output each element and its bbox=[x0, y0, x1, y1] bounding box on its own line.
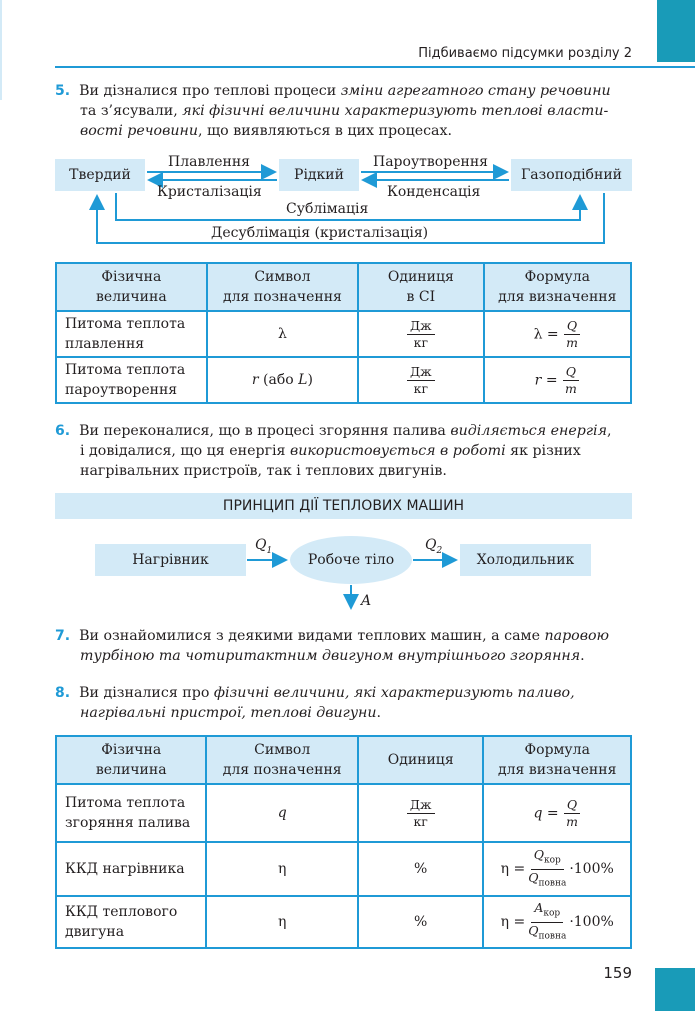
label-q2: $Q_2$ bbox=[425, 537, 443, 556]
item-number: 7. bbox=[55, 628, 71, 644]
table-row bbox=[56, 842, 631, 896]
item-number: 6. bbox=[55, 423, 71, 439]
state-gas-box: Газоподібний bbox=[511, 159, 632, 191]
table-fuel-efficiency bbox=[55, 735, 632, 949]
running-header: Підбиваємо підсумки розділу 2 bbox=[418, 46, 632, 61]
label-vaporization: Пароутворення bbox=[373, 154, 488, 170]
page-number: 159 bbox=[603, 964, 632, 982]
unit-cell: $\frac{Дж}{кг}$ bbox=[358, 311, 483, 357]
header-symbol: Символ для позначення bbox=[207, 263, 358, 311]
header-formula: Формула для визначення bbox=[483, 736, 631, 784]
table-row bbox=[56, 357, 631, 403]
unit-cell: % bbox=[358, 842, 484, 896]
table-row bbox=[56, 311, 631, 357]
header-quantity: Фізична величина bbox=[56, 263, 207, 311]
header-unit: Одиниця bbox=[358, 736, 484, 784]
unit-cell: $\frac{Дж}{кг}$ bbox=[358, 357, 483, 403]
label-q1: $Q_1$ bbox=[255, 537, 273, 556]
heat-flow-arrows bbox=[0, 530, 695, 615]
header-quantity: Фізична величина bbox=[56, 736, 206, 784]
table-header-row bbox=[56, 263, 631, 311]
quantity-cell: Питома теплота згоряння палива bbox=[56, 784, 206, 842]
header-unit: Одиниця в СІ bbox=[358, 263, 483, 311]
quantity-cell: ККД нагрівника bbox=[56, 842, 206, 896]
symbol-cell: r (або L) bbox=[207, 357, 358, 403]
formula-cell: η = $\frac{A_{кор}}{Q_{повна}}$ ·100% bbox=[483, 896, 631, 948]
state-liquid-box: Рідкий bbox=[279, 159, 359, 191]
state-transition-arrows bbox=[0, 0, 695, 260]
unit-cell: $\frac{Дж}{кг}$ bbox=[358, 784, 484, 842]
table-melting-vaporization bbox=[55, 262, 632, 404]
formula-cell: r = $\frac{Q}{m}$ bbox=[484, 357, 631, 403]
label-crystallization: Кристалізація bbox=[157, 184, 262, 200]
symbol-cell: λ bbox=[207, 311, 358, 357]
header-symbol: Символ для позначення bbox=[206, 736, 357, 784]
symbol-cell: q bbox=[206, 784, 357, 842]
bottom-corner-tab bbox=[655, 968, 695, 1011]
label-sublimation: Сублімація bbox=[286, 201, 369, 217]
table-header-row bbox=[56, 736, 631, 784]
principle-title: ПРИНЦИП ДІЇ ТЕПЛОВИХ МАШИН bbox=[55, 493, 632, 519]
item-number: 8. bbox=[55, 685, 71, 701]
item-number: 5. bbox=[55, 83, 71, 99]
state-solid-box: Твердий bbox=[55, 159, 145, 191]
item-8: 8. Ви дізналися про фізичні величини, які характеризують паливо, нагрівальні пристрої, теплові двигуни. bbox=[55, 685, 575, 721]
table-row bbox=[56, 896, 631, 948]
formula-cell: η = $\frac{Q_{кор}}{Q_{повна}}$ ·100% bbox=[483, 842, 631, 896]
unit-cell: % bbox=[358, 896, 484, 948]
label-melting: Плавлення bbox=[168, 154, 251, 170]
quantity-cell: ККД теплового двигуна bbox=[56, 896, 206, 948]
item-5: 5. Ви дізналися про теплові процеси зміни агрегатного стану речовини та з’ясували, які фізичні величини характеризують теплові власти- вості речовини, що виявляються в цих процесах. bbox=[55, 83, 611, 139]
quantity-cell: Питома теплота плавлення bbox=[56, 311, 207, 357]
heater-box: Нагрівник bbox=[95, 544, 246, 576]
header-formula: Формула для визначення bbox=[484, 263, 631, 311]
formula-cell: q = $\frac{Q}{m}$ bbox=[483, 784, 631, 842]
quantity-cell: Питома теплота пароутворення bbox=[56, 357, 207, 403]
cooler-box: Холодильник bbox=[460, 544, 591, 576]
symbol-cell: η bbox=[206, 842, 357, 896]
item-6: 6. Ви переконалися, що в процесі згоряння палива виділяється енергія, і довідалися, що ця енергія використовується в роботі як різних нагрівальних пристроїв, так і теплових двигунів. bbox=[55, 423, 612, 479]
label-condensation: Конденсація bbox=[387, 184, 481, 200]
label-desublimation: Десублімація (кристалізація) bbox=[211, 225, 429, 241]
label-a: A bbox=[361, 593, 372, 609]
working-body-ellipse: Робоче тіло bbox=[290, 536, 412, 584]
formula-cell: λ = $\frac{Q}{m}$ bbox=[484, 311, 631, 357]
table-row bbox=[56, 784, 631, 842]
symbol-cell: η bbox=[206, 896, 357, 948]
item-7: 7. Ви ознайомилися з деякими видами теплових машин, а саме паровою турбіною та чотиритактним двигуном внутрішнього згоряння. bbox=[55, 628, 609, 664]
